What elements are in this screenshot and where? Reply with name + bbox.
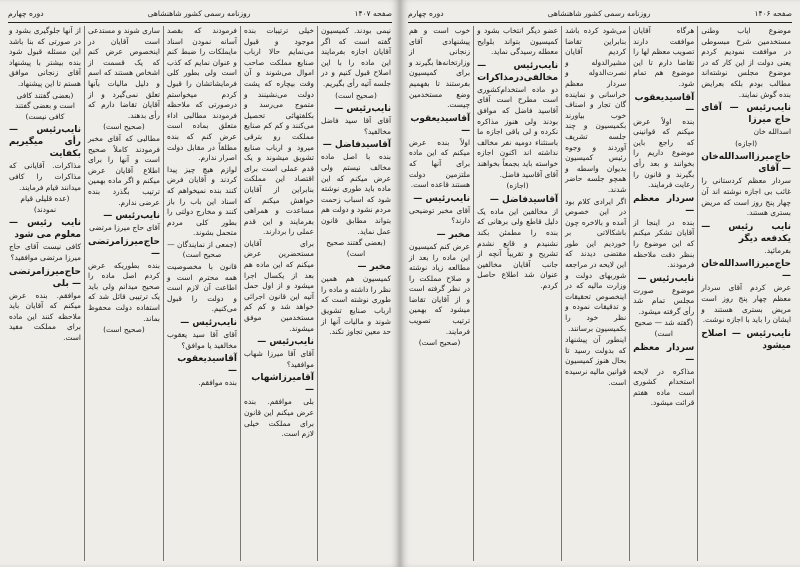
paragraph: عرض کنم کمیسیون این ماده را بعد از مطالعه زیاد نوشته و صلاح مملکت را در نظر گرفته است و از آقایان تقاضا میشود که بهمین ترتیب تصویب فرمایند. bbox=[408, 241, 471, 336]
parenthetical-note: (بعضی گفتند کافی است و بعضی گفتند کافی نیست) bbox=[15, 90, 75, 121]
paragraph: اولاً بنده عرض میکنم که این ماده برای آنها که ملتزمین دولت هستند قاعده است. bbox=[408, 137, 471, 190]
page-header bbox=[408, 6, 792, 23]
paragraph: بنده موافقم. bbox=[198, 378, 237, 388]
parenthetical-note: (صحیح است) bbox=[103, 122, 145, 132]
speaker-heading: نایب‌رئیس — bbox=[637, 273, 695, 284]
text-column bbox=[697, 26, 794, 561]
paragraph: بلی موافقم. بنده عرض میکنم این قانون برای مملکت خیلی لازم است. bbox=[243, 397, 314, 439]
speaker-heading: مخبر — bbox=[357, 262, 391, 273]
text-column bbox=[163, 26, 240, 561]
text-column bbox=[629, 26, 697, 561]
parenthetical-note: (بعضی گفتند صحیح است) bbox=[326, 238, 386, 258]
period-label: دوره چهارم bbox=[8, 8, 44, 18]
text-column bbox=[84, 26, 163, 561]
speaker-heading: حاج‌میرزامرتضی — bbox=[87, 236, 160, 259]
speaker-heading: آقاسیدیعقوب — bbox=[177, 354, 237, 377]
paragraph: موافقم. بنده عرض میکنم که آقایان باید ملاحظه کنند این ماده برای مملکت مفید است. bbox=[8, 290, 81, 342]
paragraph: از مخالفین این ماده یک دلیل قاطع ولی برهانی که بنده را مطمئن بکند نشنیدم و قانع نشدم تشریح و تقریباً آنچه از جانب آقایان مخالفین عنوان شد اطلاع حاصل کردم. bbox=[477, 206, 559, 290]
speaker-heading: مخبر — bbox=[436, 229, 471, 240]
speaker-heading: آقاسیدیعقوب — bbox=[634, 92, 695, 115]
speaker-heading: نایب رئیس — یکدفعه دیگر bbox=[701, 221, 791, 244]
parenthetical-note: (اجازه) bbox=[506, 181, 529, 191]
page-number: صفحه ۱۴۰۷ bbox=[354, 8, 392, 18]
paragraph: مذاکره در لایحه استخدام کشوری است ماده هفتم قرائت میشود. bbox=[633, 366, 695, 408]
parenthetical-note: (اجازه) bbox=[735, 138, 758, 148]
paragraph: بنده اولاً عرض میکنم که قوانینی که راجع باین موضوع داریم را بخوانند و بعد رأی بگیرند و قانون را رعایت فرمایند. bbox=[633, 116, 695, 190]
paragraph: لوازم هیچ چیز پیدا کردند و آقایان فرض کنند بنده نمیخواهم که اسناد این باب را باز کنند و مخارج دولتی را بطور کلی مردم متحمل بشوند. bbox=[166, 164, 237, 238]
text-column bbox=[6, 26, 84, 561]
parenthetical-note: (صحیح است) bbox=[103, 325, 145, 335]
paragraph: آقای حاج میرزا مرتضی bbox=[89, 223, 160, 233]
paragraph: سردار معظم کردستانی را غائب بی اجازه نوشته اند آن چهار پنج روز است که مریض بستری هستند. bbox=[701, 176, 791, 218]
paragraph: موضوع ایاب وطنی مستخدمین شرح مبسوطی در موافقت نمودیم کردم یعنی دولت از این کار که در موضوع مجلس نوشته‌اند مطالب بودم بلکه بعرایض بنده گوش نمایند. bbox=[701, 26, 791, 99]
paragraph: کمیسیون هم همین نظر را داشته و ماده را طوری نوشته است که ارباب صنایع تشویق شوند و مالیات آنها از حد معین تجاوز نکند. bbox=[320, 274, 391, 337]
speaker-heading: آقامیرزاشهاب — bbox=[251, 373, 314, 396]
right-page bbox=[400, 0, 800, 567]
paragraph: می‌شود کرده باشد بنابراین تقاضا کردیم آقایان مشیرالدوله و نصرت‌الدوله و سردار معظم خراسانی و نماینده گان تجار و اصناف خوب بیاورند بکمیسیون و چند جلسه تشریف آوردند و وجوه رئیس کمیسیون بدیوان واسطه و همچو جلسه حاضر شدند. bbox=[565, 26, 627, 194]
paragraph: قانون با مخصوصیت همه محترم است و اطاعت آن لازم است و دولت را قبول می‌کنیم. bbox=[166, 262, 237, 314]
speaker-heading: حاج‌میرزامرتضی — بلی bbox=[8, 266, 81, 289]
paragraph: اینطور آن پیشنهاد که بدولت رسید تا بحال هنوز کمیسیون قوانین مالیه نرسیده است. bbox=[565, 335, 627, 387]
speaker-heading: نایب‌رئیس — bbox=[180, 318, 237, 329]
speaker-heading: نایب‌رئیس — bbox=[334, 104, 391, 115]
paragraph: بنده با اصل ماده مخالف نیستم ولی عرض میکنم که این ماده باید طوری نوشته شود که اسباب زحمت مردم نشود و دولت هم بتواند مطابق قانون عمل نماید. bbox=[320, 152, 391, 236]
paragraph: از آنها جلوگیری بشود و در صورتی که بنا باشد این مسئله قبول شود بنده بیشتر با پیشنهاد آقای زنجانی موافق هستم تا این پیشنهاد. bbox=[8, 26, 81, 88]
paragraph: خوب است و هم پیشنهادی آقای زنجانی از وزارتخانه‌ها بگیرند و برای کمیسیون بفرستند تا بفهمیم وضع مستخدمین چیست. bbox=[408, 26, 471, 110]
speaker-heading: نایب‌رئیس — bbox=[257, 337, 314, 348]
paragraph: اگر ایرادی کلام بود در این خصوص آمده و بالاخره چون باشکالاتی بر خوردیم این طور مقتضی دیدند که این لایحه در مراجعه شوربهای دولت و وزارت مالیه که در اینخصوص تحقیقات و تدقیقات نموده و نظر خود را بکمیسیون برسانند. bbox=[565, 196, 627, 333]
paragraph: دو ماده استخدام‌کشوری است مطرح است آقای آقاسید فاضل که موافق بودند ولی هنوز مذاکره نکرده و لی باقی اجازه ما باستثناء دومیه نفر مخالف نداشته اند اکنون اجازه خواسته باید بجمعاً بخواهند آقای آقاسید فاضل. bbox=[477, 84, 559, 179]
paragraph: آقای آقا سید فاضل مخالفید؟ bbox=[320, 116, 391, 136]
text-column bbox=[406, 26, 473, 561]
paragraph: آقای آقا میرزا شهاب موافقید؟ bbox=[243, 349, 314, 369]
text-column bbox=[317, 26, 394, 561]
paragraph: موضوع صورت مجلس تمام شد رأی گرفته میشود. bbox=[633, 285, 695, 316]
paragraph: فرمودند که بقصد آسانه نمودن اسناد مایملکات را ضبط کنم و عنوان نمایم که کذب است ولی بطور کلی فرمایشاتشان را قبول کردم میخواستم درصورتی که ملاحظه فرمودند مطالبی اداء متعلق بماده است عرض کنم که بنده مطلقاً در مقابل دولت اصرار ندارم. bbox=[166, 26, 237, 163]
paragraph: نیمی‌ بودند. کمیسیون گفته است که اگر آقایان اجازه بفرمایند این ماده را با این اصلاح قبول کنیم و در جلسه آتیه رأی بگیریم. bbox=[320, 26, 391, 88]
speaker-heading: سردار معظم — bbox=[633, 342, 695, 365]
parenthetical-note: (صحیح است) bbox=[418, 338, 461, 348]
speaker-heading: حاج‌میرزااسدالله‌خان — آقای bbox=[701, 152, 791, 175]
speaker-heading: نایب‌رئیس — bbox=[103, 211, 160, 222]
newspaper-title: روزنامه رسمی کشور شاهنشاهی bbox=[147, 8, 251, 18]
paragraph: کافی نیست آقای حاج میرزا مرتضی موافقید؟ bbox=[8, 242, 81, 262]
speaker-heading: سردار معظم — bbox=[633, 193, 695, 216]
paragraph: آقای مخبر توضیحی دارند؟ bbox=[408, 205, 471, 226]
paragraph: هرگاه آقایان موافقت دارند تصویب معظم لها را تقاضا دارم تا این موضوع هم تمام شود. bbox=[633, 26, 695, 88]
text-column bbox=[240, 26, 317, 561]
paragraph: مذاکرات. آقایانی که مذاکرات را کافی میدانند قیام فرمایند. bbox=[8, 161, 81, 192]
parenthetical-note: (صحیح است) bbox=[335, 90, 377, 100]
text-columns bbox=[6, 26, 394, 561]
speaker-heading: نایب‌رئیس — آقای حاج میرزا bbox=[701, 103, 791, 126]
paragraph: ساری شوند و مستدعی است آقایان در اینخصوص عرض کنم که یک قسمت از اشخاص هستند که اسم و دلیل مالیات بآنها تعلق نمی‌گیرد و از آقایان تقاضا دارم که رأی بدهند. bbox=[87, 26, 160, 120]
paragraph: بنده بطوریکه عرض کردم اصل ماده را صحیح میدانم ولی باید یک ترتیبی قائل شد که استفاده دولت محفوظ بماند. bbox=[87, 260, 160, 323]
speaker-heading: نایب‌رئیس — اصلاح میشود bbox=[701, 328, 791, 351]
paragraph: عرض کردم آقای سردار معظم چهار پنج روز است مریض بستری هستند و ایشان را باید با اجازه نوشت. bbox=[701, 283, 791, 325]
speaker-heading: نایب‌رئیس — bbox=[413, 193, 471, 204]
speaker-heading: حاج‌میرزااسدالله‌خان — bbox=[701, 259, 791, 282]
speaker-heading: آقاسیدفاضل — bbox=[322, 140, 391, 151]
paragraph: خیلی ترتیبات بنده موجود و قبول می‌نمایم حالا ارباب صنایع مملکت صاحب اموال می‌شوند و آن وقت بیچاره که پشت دولت می‌نشینند و متموج می‌رسد و بکلفتهائی تحصیل می‌کنند و کم کم صنایع مملکت رو بترقی میرود و ارباب صنایع تشویق میشوند و یک قدم عملی است برای اقتصاد این مملکت بنابراین از آقایان خواهش میکنم که مساعدت و همراهی بفرمایند و این قدم عملی را بردارند. bbox=[243, 26, 314, 237]
page-number: صفحه ۱۴۰۶ bbox=[754, 8, 792, 18]
paragraph: بفرمائید. bbox=[764, 245, 791, 255]
paragraph: مطالبی که آقای مخبر فرمودند کاملاً صحیح است و آنها را برای اطلاع آقایان عرض میکنم و اگر ماده بهمین ترتیب بگذرد بنده عرضی ندارم. bbox=[87, 133, 160, 207]
page-header bbox=[8, 6, 392, 23]
speaker-heading: آقاسیدیعقوب — bbox=[410, 113, 471, 136]
speaker-heading: آقاسیدفاضل — bbox=[489, 194, 559, 205]
period-label: دوره چهارم bbox=[408, 8, 444, 18]
text-columns bbox=[406, 26, 794, 561]
parenthetical-note: (عده قلیلی قیام نمودند) bbox=[20, 194, 70, 214]
text-column bbox=[561, 26, 629, 561]
newspaper-title: روزنامه رسمی کشور شاهنشاهی bbox=[547, 8, 651, 18]
paragraph: عضو دیگر انتخاب بشود و کمیسیون بتواند بلوایح معطله رسیدگی نماید. bbox=[477, 26, 559, 57]
paragraph: اسدالله خان bbox=[753, 127, 791, 137]
paragraph: آقای آقا سید یعقوب مخالفید یا موافق؟ bbox=[166, 330, 237, 350]
paragraph: برای آقایان مستحضرین عرض میکنم که این ماده هم بعد از یکسال اجرا میشود و از اول حمل آتیه این قانون اجرائی خواهد شد و کم کم مستخدمین موفق میشوند. bbox=[243, 238, 314, 333]
text-column bbox=[473, 26, 561, 561]
speaker-heading: نایب‌رئیس — رأی میگیریم بکفایت bbox=[8, 125, 81, 160]
paragraph: بنده در اینجا از آقایان تشکر میکنم که این موضوع را بنظر دقت ملاحظه فرمودند. bbox=[633, 217, 695, 270]
speaker-heading: نایب رئیس — معلوم می شود bbox=[8, 218, 81, 241]
speaker-heading: نایب‌رئیس — مخالفی‌درمذاکرات bbox=[477, 60, 559, 83]
parenthetical-note: (جمعی از نمایندگان — صحیح است) bbox=[167, 239, 237, 260]
parenthetical-note: (گفته شد — صحیح است) bbox=[634, 318, 694, 339]
